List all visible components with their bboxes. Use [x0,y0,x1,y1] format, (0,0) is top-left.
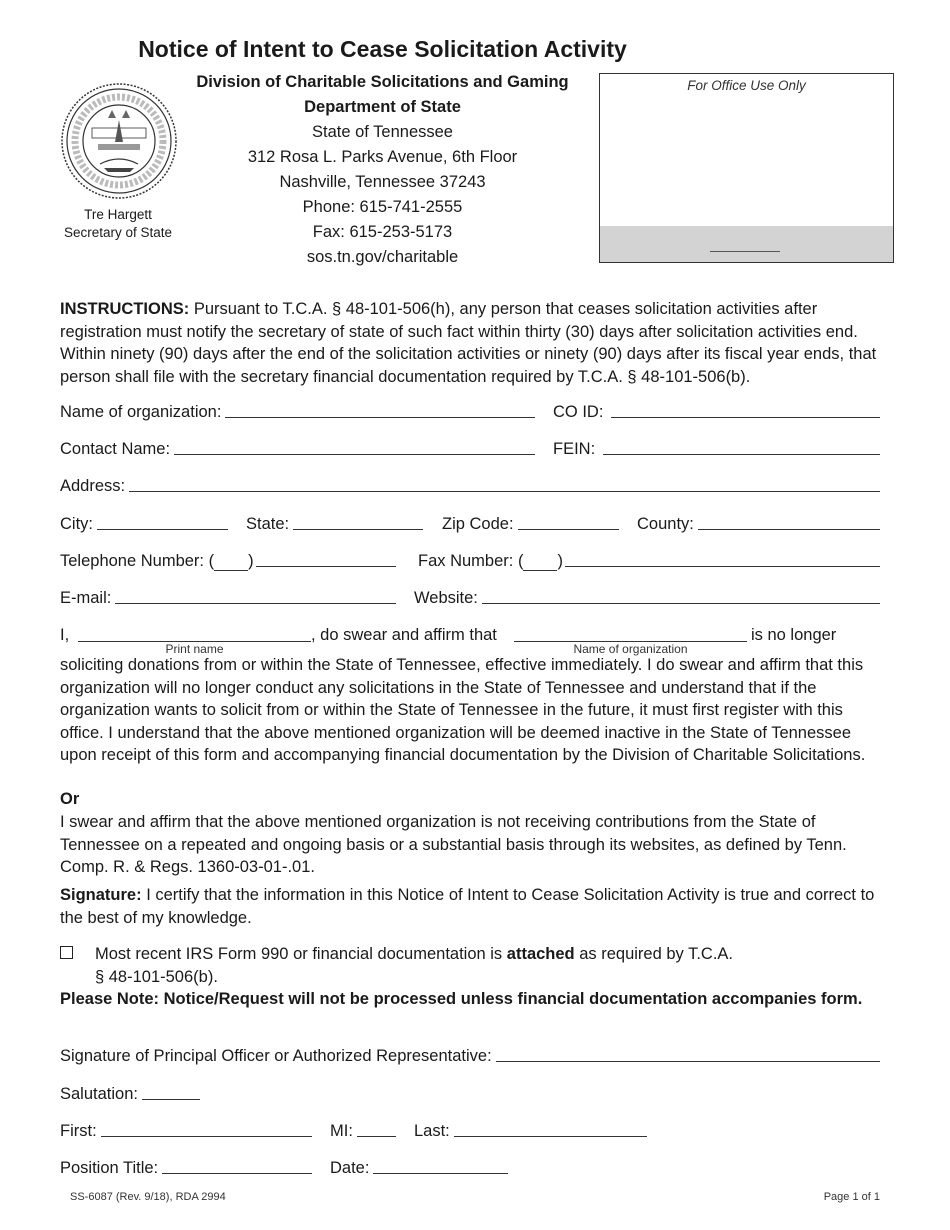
last-name-input[interactable] [454,1135,647,1137]
department-name: Department of State [304,98,461,116]
fax-field [418,552,880,571]
fax-area-code-input[interactable] [523,556,557,571]
co-id-input[interactable] [611,416,880,418]
fax-label: Fax Number: ( [418,552,524,570]
state-seal-icon [60,82,178,200]
phone-number: Phone: 615-741-2555 [302,198,463,216]
date-label: Date: [330,1159,370,1177]
website-label: Website: [414,589,478,607]
signature-text: I certify that the information in this Notice of Intent to Cease Solicitation Activity is true and correct to the best of my knowledge. [60,886,875,927]
officer-signature-label: Signature of Principal Officer or Authorized Representative: [60,1047,492,1065]
first-name-label: First: [60,1122,97,1140]
secretary-block [52,206,184,242]
fein-field [553,440,880,459]
instructions-label: INSTRUCTIONS: [60,300,190,318]
attachment-statement [95,943,885,988]
affirm-i: I, [60,626,70,644]
city-field [60,515,228,534]
state-field [246,515,423,534]
website-field [414,589,880,608]
secretary-title: Secretary of State [63,225,173,240]
office-use-shaded-area [600,226,893,262]
contact-name-label: Contact Name: [60,440,171,458]
telephone-input[interactable] [256,565,396,567]
print-name-caption: Print name [165,642,224,656]
fein-input[interactable] [603,453,880,455]
or-label: Or [60,790,80,808]
affirm-swear: , do swear and affirm that [311,626,497,644]
contact-name-input[interactable] [174,453,535,455]
attachment-text-bold: attached [506,945,575,963]
state-label: State: [246,515,290,533]
city-address: Nashville, Tennessee 37243 [279,173,486,191]
address-field [60,477,880,496]
attachment-text-line2: § 48-101-506(b). [95,967,218,986]
address-input[interactable] [129,490,880,492]
org-name-input[interactable] [225,416,535,418]
officer-signature-field [60,1047,880,1066]
first-name-field [60,1122,312,1141]
officer-signature-input[interactable] [496,1060,880,1062]
division-name: Division of Charitable Solicitations and Gaming [196,73,569,91]
telephone-area-code-input[interactable] [214,556,248,571]
attachment-text-after: as required by T.C.A. [579,945,734,963]
affirmation-alternative: I swear and affirm that the above mentioned organization is not receiving contributions from the State of Tennessee on a repeated and ongoing basis or a substantial basis through its websites, as defined by Tenn. Comp. R. & Regs. 1360-03-01-.01. [60,813,847,876]
org-name-label: Name of organization: [60,403,222,421]
office-use-box [599,73,894,263]
city-input[interactable] [97,528,228,530]
form-number: SS-6087 (Rev. 9/18), RDA 2994 [70,1191,226,1203]
mi-label: MI: [330,1122,353,1140]
affirm-no-longer: is no longer [751,626,837,644]
date-input[interactable] [373,1172,508,1174]
county-field [637,515,880,534]
secretary-name: Tre Hargett [84,207,152,222]
last-name-label: Last: [414,1122,450,1140]
position-title-field [60,1159,312,1178]
fax-number: Fax: 615-253-5173 [312,223,453,241]
salutation-field [60,1085,200,1104]
street-address: 312 Rosa L. Parks Avenue, 6th Floor [247,148,518,166]
mi-input[interactable] [357,1135,396,1137]
org-name-field [60,403,535,422]
position-title-input[interactable] [162,1172,312,1174]
telephone-paren: ) [248,552,254,570]
mi-field [330,1122,396,1141]
page-number: Page 1 of 1 [823,1191,880,1203]
state-name: State of Tennessee [312,123,453,141]
state-input[interactable] [293,528,423,530]
affirmation-body: soliciting donations from or within the State of Tennessee, effective immediately. I do swear and affirm that this organization will no longer conduct any solicitations in the State of Tennessee and understand that if the organization wants to solicit from or within the State of Tennessee in the future, it must first register with this office. I understand that the above mentioned organization will be deemed inactive in the State of Tennessee upon receipt of this form and accompanying financial documentation by the Division of Charitable Solicitations. [60,656,866,764]
org-name-caption: Name of organization [573,642,688,656]
instructions-text: Pursuant to T.C.A. § 48-101-506(h), any person that ceases solicitation activities after registration must notify the secretary of state of such fact within thirty (30) days after solicitation activities end. Within ninety (90) days after the end of the solicitation activities or ninety (90) days after its fiscal year ends, that person shall file with the secretary financial documentation required by T.C.A. § 48-101-506(b). [60,300,877,386]
attachment-text-before: Most recent IRS Form 990 or financial documentation is [95,945,503,963]
zip-label: Zip Code: [442,515,514,533]
address-label: Address: [60,477,126,495]
email-label: E-mail: [60,589,112,607]
office-use-label: For Office Use Only [687,78,806,93]
telephone-label: Telephone Number: ( [60,552,215,570]
signature-certification [60,884,885,929]
co-id-field [553,403,880,422]
email-field [60,589,396,608]
fein-label: FEIN: [553,440,596,458]
date-field [330,1159,508,1178]
first-name-input[interactable] [101,1135,312,1137]
city-label: City: [60,515,93,533]
county-label: County: [637,515,694,533]
agency-website: sos.tn.gov/charitable [306,248,459,266]
instructions [60,298,885,388]
signature-label: Signature: [60,886,142,904]
fax-paren: ) [557,552,563,570]
attachment-checkbox[interactable] [60,946,73,959]
salutation-input[interactable] [142,1098,200,1100]
position-title-label: Position Title: [60,1159,159,1177]
county-input[interactable] [698,528,880,530]
contact-name-field [60,440,535,459]
website-input[interactable] [482,602,880,604]
agency-header [185,70,580,270]
telephone-field [60,552,396,571]
email-input[interactable] [115,602,396,604]
zip-field [442,515,619,534]
co-id-label: CO ID: [553,403,604,421]
last-name-field [414,1122,647,1141]
office-use-line [710,251,780,252]
page-title: Notice of Intent to Cease Solicitation Activity [138,36,627,62]
processing-note: Please Note: Notice/Request will not be processed unless financial documentation accompanies form. [60,990,863,1008]
salutation-label: Salutation: [60,1085,138,1103]
zip-input[interactable] [518,528,619,530]
fax-input[interactable] [565,565,880,567]
